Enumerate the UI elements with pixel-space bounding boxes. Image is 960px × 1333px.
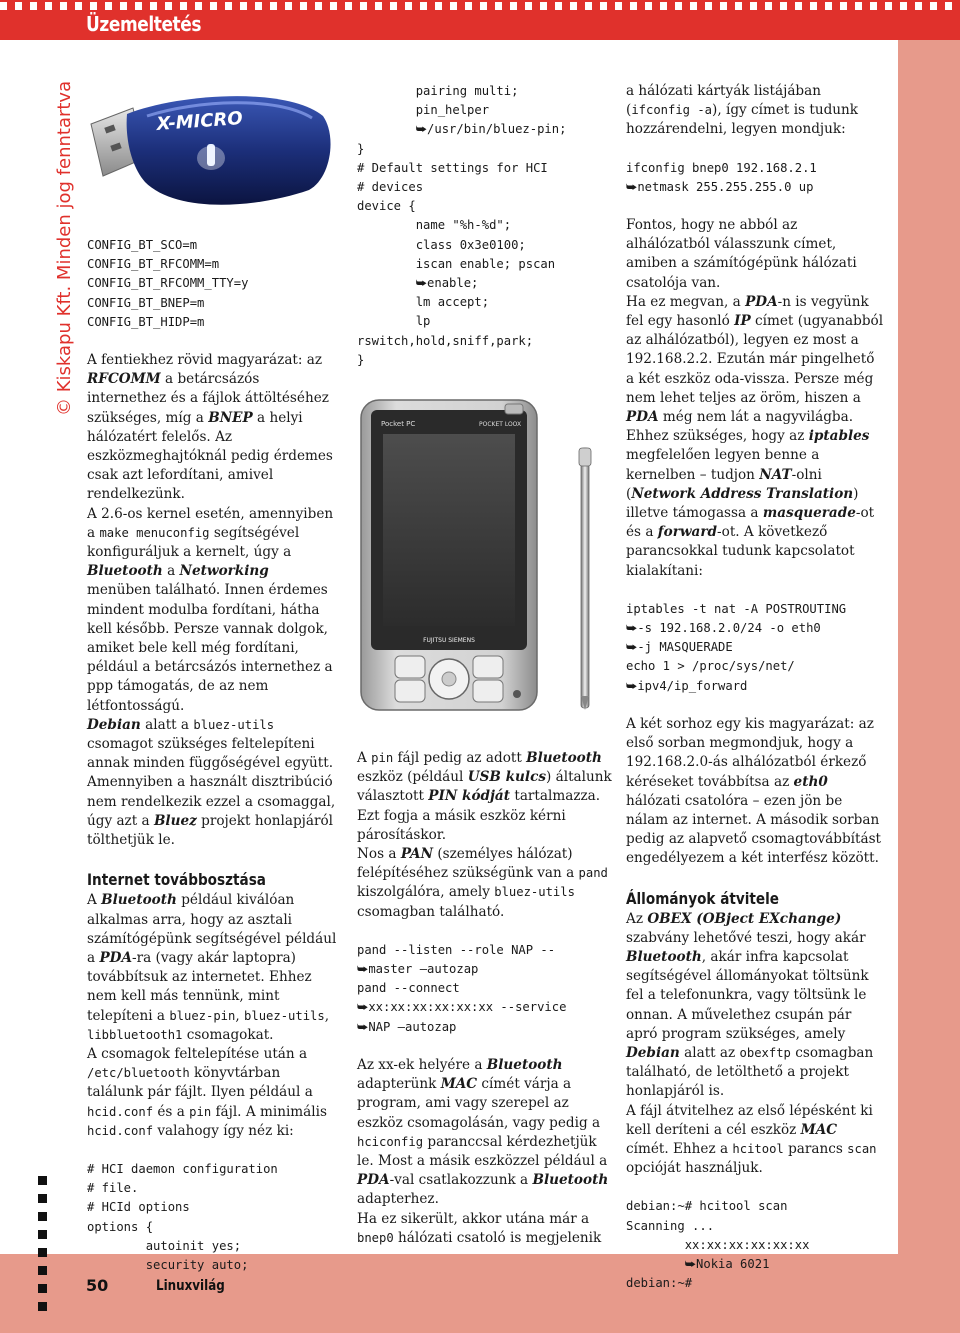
kernel-config-code: CONFIG_BT_SCO=m CONFIG_BT_RFCOMM=m CONFIG_BT_RFCOMM_TTY=y CONFIG_BT_BNEP=m CONFIG_BT_HIDP=m [87,238,249,329]
header-bar [0,0,960,40]
paragraph: Ha ez sikerült, akkor utána már a bnep0 hálózati csatoló is megjelenik [357,1210,602,1246]
paragraph: Debian alatt a bluez-utils csomagot szükséges feltelepíteni annak minden függőségével együtt. Amennyiben a használt disztribúció nem rendelkezik ezzel a csomaggal, úgy azt a Bluez projekt honlapjáról tölthetjük le. [87,716,336,849]
paragraph: Nos a PAN (személyes hálózat) felépítéséhez szükségünk van a pand kiszolgálóra, amely bluez-utils csomagban található. [357,846,608,920]
paragraph: A 2.6-os kernel esetén, amennyiben a make menuconfig segítségével konfiguráljuk a kernelt, úgy a Bluetooth a Networking menüben található. Innen érdemes mindent modulba fordítani, hátha kell később. Persze vannak dolgok, amiket bele kell még fordítani, például a betárcsázós internethez a ppp támogatás, de az nem létfontosságú. [87,505,334,714]
paragraph: A csomagok feltelepítése után a /etc/bluetooth könyvtárban találunk pár fájlt. Ilyen például a hcid.conf és a pin fájl. A minimális hcid.conf valahogy így néz ki: [87,1045,327,1139]
magazine-name: Linuxvilág [156,1278,225,1294]
usb-brand-text: X-MICRO [155,108,244,135]
usb-dongle-illustration [87,86,337,220]
hcid-conf-code-continued: pairing multi; pin_helper ⮩/usr/bin/bluez-pin; } # Default settings for HCI # devices device { name "%h-%d"; class 0x3e0100; iscan enable; pscan ⮩enable; lm accept; lp rswitch,hold,sniff,park; } [357,84,567,367]
paragraph: A fentiekhez rövid magyarázat: az RFCOMM a betárcsázós internethez és a fájlok áttöltéséhez szükséges, míg a BNEP a helyi hálózatért felelős. Az eszközmeghajtóknál pedig érdemes csak azt lefordítani, amivel rendelkezünk. [87,352,333,503]
usb-dongle-photo [87,86,337,220]
paragraph: Ha ez megvan, a PDA-n is vegyünk fel egy hasonló IP címet (ugyanabból az alhálózatból), legyen ez most a 192.168.2.2. Ezután már pingelhető a két eszköz oda-vissza. Persze még nem lehet teljes az öröm, hiszen a PDA még nem lát a nagyvilágba. Ehhez szükséges, hogy az iptables megfelelően legyen benne a kernelben – tudjon NAT-olni (Network Address Translation) illetve támogassa a masquerade-ot és a forward-ot. A következő parancsokkal tudunk kapcsolatot kialakítani: [626,293,884,579]
copyright-notice: © Kiskapu Kft. Minden jog fenntartva [54,80,75,416]
pand-command-code: pand --listen --role NAP -- ⮩master –autozap pand --connect ⮩xx:xx:xx:xx:xx:xx --service ⮩NAP –autozap [357,942,567,1034]
hcid-conf-code: # HCI daemon configuration # file. # HCId options options { autoinit yes; security auto; [87,1161,278,1272]
column-2 [357,82,612,1248]
paragraph: A két sorhoz egy kis magyarázat: az első sorban megmondjuk, hogy a 192.168.2.0-ás alhálózatból érkező kéréseket továbbítsa az eth0 hálózati csatolóra – ezen jön be nálam az internet. A második sorban pedig az alapvető csomagtovábbítást engedélyezem a két interfész között. [626,715,882,867]
hcitool-scan-code: debian:~# hcitool scan Scanning ... xx:xx:xx:xx:xx:xx ⮩Nokia 6021 debian:~# [626,1199,810,1291]
page-number: 50 [86,1276,109,1295]
paragraph: Az xx-ek helyére a Bluetooth adapterünk MAC címét várja a program, ami vagy szerepel az eszköz csomagolásán, vagy pedig a hciconfig paranccsal kérdezhetjük le. Most a másik eszközzel például a PDA-val csatlakozzunk a Bluetooth adapterhez. [357,1056,609,1208]
paragraph: A Bluetooth például kiválóan alkalmas arra, hogy az asztali számítógépünk segítségével például a PDA-ra (vagy akár laptopra) továbbítsuk az internetet. Ehhez nem kell más tennünk, mint telepíteni a bluez-pin, bluez-utils, libbluetooth1 csomagokat. [87,892,337,1043]
paragraph: Fontos, hogy ne abból az alhálózatból válasszunk címet, amiben a számítógépünk hálózati csatolója van. [626,217,857,291]
paragraph: a hálózati kártyák listájában (ifconfig -a), így címet is tudunk hozzárendelni, legyen mondjuk: [626,83,859,138]
pda-maker-text: FUJITSU SIEMENS [423,637,475,644]
paragraph: A pin fájl pedig az adott Bluetooth eszköz (például USB kulcs) általunk választott PIN kódját tartalmazza. Ezt fogja a másik eszköz kérni párosításkor. [357,750,612,843]
heading-file-transfer: Állományok átvitele [626,888,780,908]
paragraph: Az OBEX (OBject EXchange) szabvány lehetővé teszi, hogy akár Bluetooth, akár infra kapcsolat segítségével állományokat töltsünk fel a telefonunkra, vagy töltsünk le onnan. A művelethez csupán pár apró program szükséges, amely Debian alatt az obexftp csomagban található, de letölthető a projekt honlapjáról is. [626,910,874,1100]
pda-brand-right: POCKET LOOX [479,421,522,428]
header-dot-strip [0,2,960,10]
column-3 [626,82,884,1293]
paragraph: A fájl átvitelhez az első lépésként ki kell deríteni a cél eszköz MAC címét. Ehhez a hcitool parancs scan opcióját használjuk. [626,1102,877,1177]
decorative-squares [38,1176,47,1320]
section-title: Üzemeltetés [86,12,202,36]
column-1 [87,236,337,1275]
pda-brand-left: Pocket PC [381,420,416,428]
right-margin-band [898,40,960,1333]
ifconfig-code: ifconfig bnep0 192.168.2.1 ⮩netmask 255.255.255.0 up [626,160,817,194]
iptables-code: iptables -t nat -A POSTROUTING ⮩-s 192.168.2.0/24 -o eth0 ⮩-j MASQUERADE echo 1 > /proc/sys/net/ ⮩ipv4/ip_forward [626,601,847,693]
heading-internet-forwarding: Internet továbbosztása [87,870,266,890]
